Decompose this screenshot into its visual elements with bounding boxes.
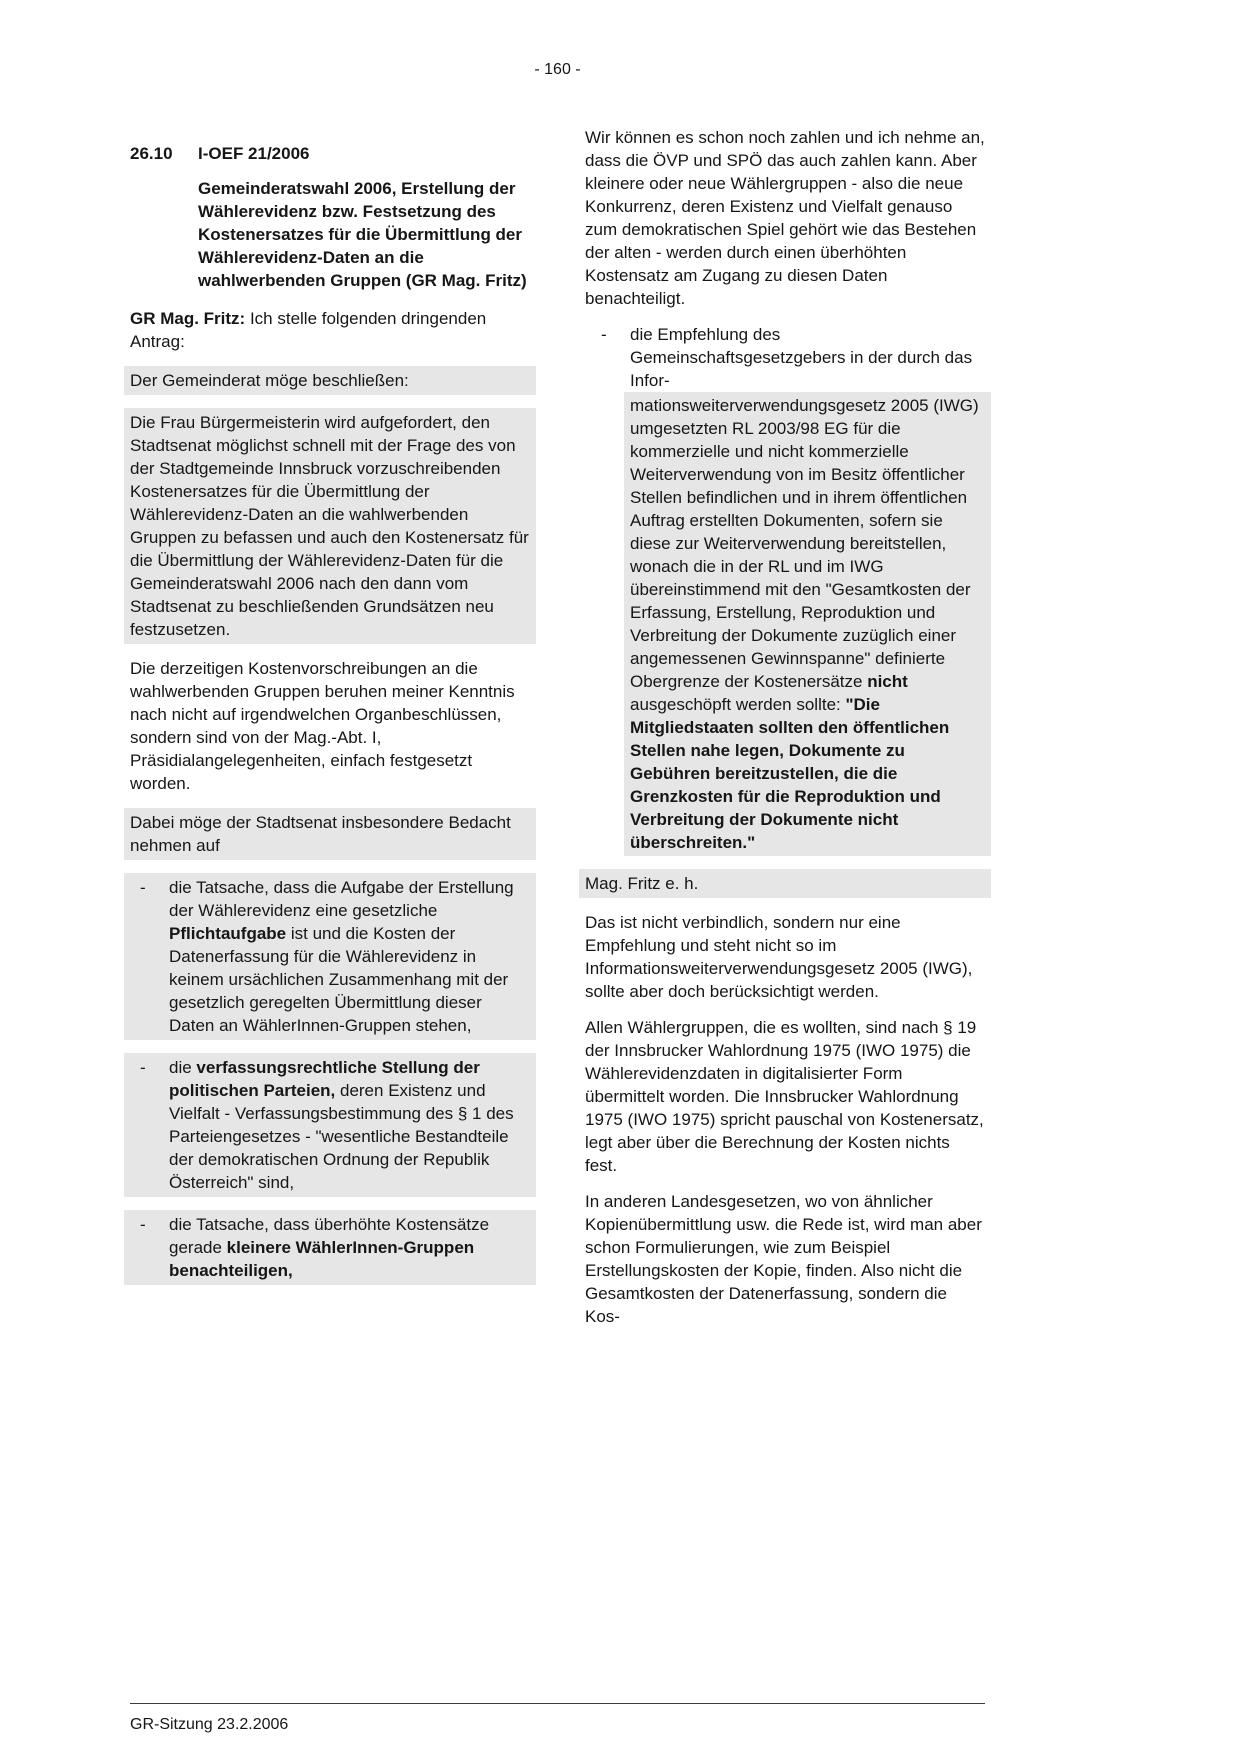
bullet-empfehlung <box>585 323 985 856</box>
page-number: - 160 - <box>534 61 581 78</box>
bullet-bold-text: verfassungsrechtliche Stellung der politischen Parteien, <box>169 1058 480 1100</box>
bullet-dash: - <box>601 325 607 344</box>
agenda-item-number: 26.10 <box>130 144 173 163</box>
bullet-text: ausgeschöpft werden sollte: <box>630 695 846 714</box>
paragraph-not-binding: Das ist nicht verbindlich, sondern nur eine Empfehlung und steht nicht so im Informationsweiterverwendungsgesetz 2005 (IWG), sollte aber doch berücksichtigt werden. <box>585 913 973 1001</box>
bullet-bold-text: Pflichtaufgabe <box>169 924 287 943</box>
bullet-text: mationsweiterverwendungsgesetz 2005 (IWG) umgesetzten RL 2003/98 EG für die kommerzielle und nicht kommerzielle Weiterverwendung von im Besitz öffentlicher Stellen befindlichen und in ihrem öffentlichen Auftrag erstellten Dokumenten, sofern sie diese zur Weiterverwendung bereitstellen, wonach die in der RL und im IWG übereinstimmend mit den "Gesamtkosten der Erfassung, Erstellung, Reproduktion und Verbreitung der Dokumente zuzüglich einer angemessenen Gewinnspanne" definierte Obergrenze der Kostenersätze <box>630 396 979 691</box>
signature: Mag. Fritz e. h. <box>579 869 991 898</box>
motion-body: Die Frau Bürgermeisterin wird aufgefordert, den Stadtsenat möglichst schnell mit der Frage des von der Stadtgemeinde Innsbruck vorzuschreibenden Kostenersatzes für die Übermittlung der Wählerevidenz-Daten an die wahlwerbenden Gruppen zu befassen und auch den Kostenersatz für die Übermittlung der Wählerevidenz-Daten für die Gemeinderatswahl 2006 nach den dann vom Stadtsenat zu beschließenden Grundsätzen neu festzusetzen. <box>124 408 536 644</box>
paragraph-current-costs: Die derzeitigen Kostenvorschreibungen an die wahlwerbenden Gruppen beruhen meiner Kenntnis nach nicht auf irgendwelchen Organbeschlüssen, sondern sind von der Mag.-Abt. I, Präsidialangelegenheiten, einfach festgesetzt worden. <box>130 659 515 793</box>
bullet-parteien <box>124 1053 536 1197</box>
paragraph-zahlen: Wir können es schon noch zahlen und ich nehme an, dass die ÖVP und SPÖ das auch zahlen kann. Aber kleinere oder neue Wählergruppen - also die neue Konkurrenz, deren Existenz und Vielfalt genauso zum demokratischen Spiel gehört wie das Bestehen der alten - werden durch einen überhöhten Kostensatz am Zugang zu diesen Daten benachteiligt. <box>585 128 985 308</box>
agenda-item-heading <box>130 142 530 165</box>
bullet-text: die Tatsache, dass überhöhte Kostensätze gerade <box>169 1215 490 1257</box>
paragraph-other-laws: In anderen Landesgesetzen, wo von ähnlicher Kopienübermittlung usw. die Rede ist, wird man aber schon Formulierungen, wie zum Beispiel Erstellungskosten der Kopie, finden. Also nicht die Gesamtkosten der Datenerfassung, sondern die Kos- <box>585 1192 982 1326</box>
bullet-text: die <box>169 1058 197 1077</box>
bullet-dash: - <box>140 1058 146 1077</box>
bullet-bold-text: kleinere WählerInnen-Gruppen benachteiligen, <box>169 1238 475 1280</box>
consideration-intro: Dabei möge der Stadtsenat insbesondere Bedacht nehmen auf <box>124 808 536 860</box>
bullet-text: deren Existenz und Vielfalt - Verfassungsbestimmung des § 1 des Parteiengesetzes - "wesentliche Bestandteile der demokratischen Ordnung der Republik Österreich" sind, <box>169 1081 514 1192</box>
bullet-text: die Tatsache, dass die Aufgabe der Erstellung der Wählerevidenz eine gesetzliche <box>169 878 514 920</box>
page-content <box>130 126 985 1341</box>
motion-intro: Der Gemeinderat möge beschließen: <box>124 366 536 395</box>
left-column <box>130 126 530 1341</box>
agenda-item-title: Gemeinderatswahl 2006, Erstellung der Wählerevidenz bzw. Festsetzung des Kostenersatzes für die Übermittlung der Wählerevidenz-Daten an die wahlwerbenden Gruppen (GR Mag. Fritz) <box>198 179 527 290</box>
paragraph-iwo: Allen Wählergruppen, die es wollten, sind nach § 19 der Innsbrucker Wahlordnung 1975 (IWO 1975) die Wählerevidenzdaten in digitalisierter Form übermittelt worden. Die Innsbrucker Wahlordnung 1975 (IWO 1975) spricht pauschal von Kostenersatz, legt aber über die Berechnung der Kosten nichts fest. <box>585 1018 984 1175</box>
speaker-name: GR Mag. Fritz: <box>130 309 246 328</box>
bullet-dash: - <box>140 1215 146 1234</box>
agenda-item-code: I-OEF 21/2006 <box>198 144 310 163</box>
bullet-dash: - <box>140 878 146 897</box>
bullet-text: ist und die Kosten der Datenerfassung für die Wählerevidenz in keinem ursächlichen Zusammenhang mit der gesetzlich geregelten Übermittlung dieser Daten an WählerInnen-Gruppen stehen, <box>169 924 509 1035</box>
footer-text: GR-Sitzung 23.2.2006 <box>130 1716 289 1733</box>
bullet-bold-nicht: nicht <box>867 672 908 691</box>
speaker-intro-text: Ich stelle folgenden dringenden Antrag: <box>130 309 487 351</box>
page-footer <box>130 1703 985 1736</box>
speaker-paragraph <box>130 307 530 353</box>
bullet-highlighted-text <box>624 392 991 856</box>
bullet-pflichtaufgabe <box>124 873 536 1040</box>
bullet-bold-quote: "Die Mitgliedstaaten sollten den öffentlichen Stellen nahe legen, Dokumente zu Gebühren bereitzustellen, die die Grenzkosten für die Reproduktion und Verbreitung der Dokumente nicht überschreiten." <box>630 695 950 852</box>
bullet-lead-text: die Empfehlung des Gemeinschaftsgesetzgebers in der durch das Infor- <box>630 325 973 390</box>
bullet-kostensaetze <box>124 1210 536 1285</box>
right-column <box>585 126 985 1341</box>
